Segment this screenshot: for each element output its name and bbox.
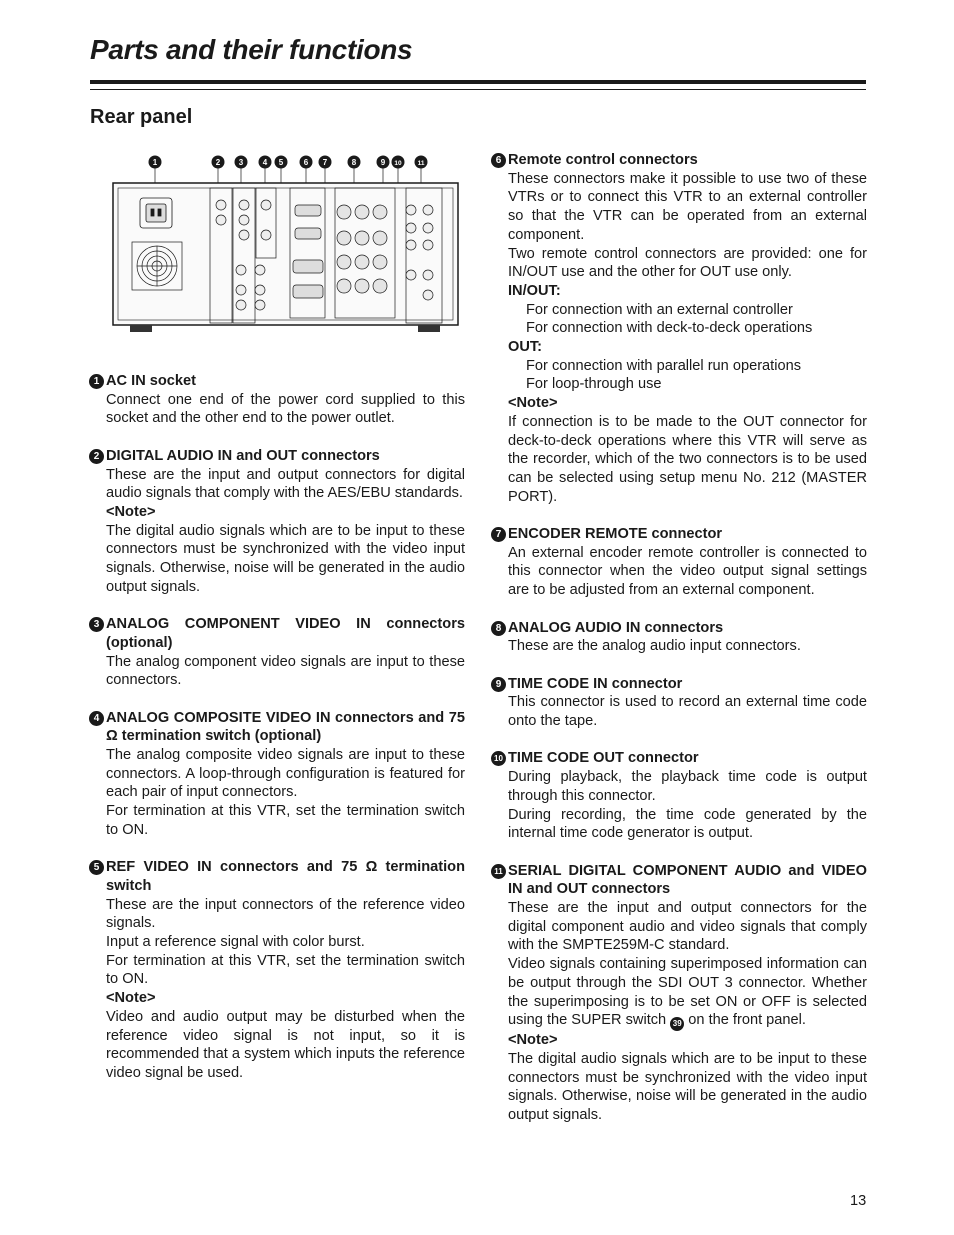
item-text: Connect one end of the power cord supplied to this socket and the other end to the power outlet. bbox=[106, 391, 465, 427]
out-use: For loop-through use bbox=[526, 376, 662, 393]
item-heading: DIGITAL AUDIO IN and OUT connectors bbox=[106, 447, 380, 464]
item-heading: ANALOG AUDIO IN connectors bbox=[508, 619, 724, 636]
right-column bbox=[491, 151, 867, 1143]
callout-10 bbox=[392, 156, 405, 169]
item-6 bbox=[491, 151, 867, 506]
item-1 bbox=[89, 372, 465, 428]
item-3 bbox=[89, 615, 465, 690]
note-label: <Note> bbox=[106, 503, 156, 520]
callout-7 bbox=[319, 156, 332, 169]
item-heading: TIME CODE OUT connector bbox=[508, 750, 699, 767]
callout-1 bbox=[149, 156, 162, 169]
number-badge: 10 bbox=[491, 751, 506, 766]
callout-2 bbox=[212, 156, 225, 169]
left-column bbox=[89, 372, 465, 1101]
inout-label: IN/OUT: bbox=[508, 282, 561, 299]
item-5 bbox=[89, 858, 465, 1082]
item-2 bbox=[89, 447, 465, 597]
number-badge: 3 bbox=[89, 617, 104, 632]
callout-8 bbox=[348, 156, 361, 169]
note-text: The digital audio signals which are to be input to these connectors must be synchronized with the video input signals. Otherwise, noise will be generated in the audio output signals. bbox=[508, 1050, 867, 1124]
svg-text:9: 9 bbox=[380, 158, 386, 167]
svg-text:5: 5 bbox=[278, 158, 284, 167]
super-text-post: on the front panel. bbox=[684, 1012, 806, 1029]
note-label: <Note> bbox=[508, 1032, 558, 1049]
item-text: Two remote control connectors are provided: one for IN/OUT use and the other for OUT use only. bbox=[508, 245, 867, 281]
item-text: The analog component video signals are input to these connectors. bbox=[106, 653, 465, 689]
svg-text:2: 2 bbox=[215, 158, 221, 167]
out-use: For connection with parallel run operations bbox=[526, 357, 802, 374]
out-label: OUT: bbox=[508, 339, 543, 356]
inout-use: For connection with deck-to-deck operations bbox=[526, 320, 813, 337]
callout-4 bbox=[259, 156, 272, 169]
page-number: 13 bbox=[850, 1193, 867, 1209]
item-text: The analog composite video signals are input to these connectors. A loop-through configuration is featured for each pair of input connectors. bbox=[106, 747, 465, 801]
super-text-pre: Video signals containing superimposed information can be output through the SDI OUT 3 connector. Whether the superimposing is to be set ON or OFF is selected using the SUPER switch bbox=[508, 956, 867, 1029]
note-label: <Note> bbox=[508, 395, 558, 412]
item-text: These are the input and output connectors for the digital component audio and video signals that comply with the SMPTE259M-C standard. bbox=[508, 900, 867, 954]
item-text: For termination at this VTR, set the termination switch to ON. bbox=[106, 803, 465, 838]
item-4 bbox=[89, 709, 465, 840]
item-heading: AC IN socket bbox=[106, 373, 197, 389]
number-badge: 8 bbox=[491, 621, 506, 636]
item-text: These connectors make it possible to use two of these VTRs or to connect this VTR to an external controller so that the VTR can be operated from an external component. bbox=[508, 170, 867, 243]
svg-text:4: 4 bbox=[262, 158, 268, 167]
item-text: These are the input and output connectors for digital audio signals that comply with the AES/EBU standards. bbox=[106, 466, 465, 502]
note-label: <Note> bbox=[106, 990, 156, 1007]
callout-11 bbox=[415, 156, 428, 169]
note-text: If connection is to be made to the OUT connector for deck-to-deck operations where this VTR will serve as the recorder, which of the two connectors is to be used can be selected using setup menu No. 212 (MASTER PORT). bbox=[508, 413, 867, 505]
item-10 bbox=[491, 749, 867, 843]
item-heading: SERIAL DIGITAL COMPONENT AUDIO and VIDEO IN and OUT connectors bbox=[508, 862, 867, 898]
item-text: This connector is used to record an external time code onto the tape. bbox=[508, 694, 867, 730]
item-heading: TIME CODE IN connector bbox=[508, 675, 683, 692]
inout-use: For connection with an external controller bbox=[526, 301, 793, 318]
item-heading: ENCODER REMOTE connector bbox=[508, 526, 723, 543]
number-badge: 11 bbox=[491, 864, 506, 879]
item-heading: Remote control connectors bbox=[508, 152, 698, 168]
item-9 bbox=[491, 675, 867, 731]
number-badge: 6 bbox=[491, 153, 506, 168]
svg-text:1: 1 bbox=[152, 158, 158, 167]
number-badge: 5 bbox=[89, 860, 104, 875]
title-rule-thin bbox=[90, 89, 866, 90]
item-8 bbox=[491, 619, 867, 656]
item-text: These are the input connectors of the reference video signals. bbox=[106, 896, 465, 932]
rear-panel-illustration bbox=[110, 150, 462, 335]
svg-text:11: 11 bbox=[417, 160, 425, 167]
item-heading: REF VIDEO IN connectors and 75 Ω termination switch bbox=[106, 859, 465, 894]
title-rule bbox=[90, 80, 866, 84]
svg-text:10: 10 bbox=[394, 160, 402, 167]
note-text: The digital audio signals which are to be input to these connectors must be synchronized with the video input signals. Otherwise, noise will be generated in the audio output signals. bbox=[106, 522, 465, 595]
note-text: Video and audio output may be disturbed when the reference video signal is not input, so it is recommended that a system which inputs the reference video signal be used. bbox=[106, 1008, 465, 1081]
svg-text:7: 7 bbox=[322, 158, 328, 167]
item-text: During playback, the playback time code is output through this connector. bbox=[508, 769, 867, 804]
item-text: These are the analog audio input connectors. bbox=[508, 638, 801, 655]
item-text: An external encoder remote controller is connected to this connector when the video output signal settings are to be adjusted from an external component. bbox=[508, 544, 867, 599]
super-switch-ref: 39 bbox=[670, 1017, 684, 1031]
callout-9 bbox=[377, 156, 390, 169]
item-heading: ANALOG COMPOSITE VIDEO IN connectors and 75 Ω termination switch (optional) bbox=[106, 709, 465, 745]
callout-3 bbox=[235, 156, 248, 169]
number-badge: 2 bbox=[89, 449, 104, 464]
number-badge: 7 bbox=[491, 527, 506, 542]
number-badge: 1 bbox=[89, 374, 104, 389]
svg-text:3: 3 bbox=[238, 158, 244, 167]
page-title: Parts and their functions bbox=[90, 34, 413, 65]
callout-6 bbox=[300, 156, 313, 169]
number-badge: 9 bbox=[491, 677, 506, 692]
item-text: For termination at this VTR, set the termination switch to ON. bbox=[106, 952, 465, 988]
svg-text:6: 6 bbox=[303, 158, 309, 167]
section-heading: Rear panel bbox=[90, 106, 193, 128]
item-heading: ANALOG COMPONENT VIDEO IN connectors (optional) bbox=[106, 616, 465, 651]
svg-text:8: 8 bbox=[351, 158, 357, 167]
callout-row bbox=[149, 156, 428, 169]
item-text: During recording, the time code generated by the internal time code generator is output. bbox=[508, 806, 867, 842]
item-11 bbox=[491, 862, 867, 1125]
item-text: Input a reference signal with color burst. bbox=[106, 934, 365, 951]
callout-5 bbox=[275, 156, 288, 169]
number-badge: 4 bbox=[89, 711, 104, 726]
item-7 bbox=[491, 525, 867, 600]
item-text bbox=[508, 955, 867, 1031]
